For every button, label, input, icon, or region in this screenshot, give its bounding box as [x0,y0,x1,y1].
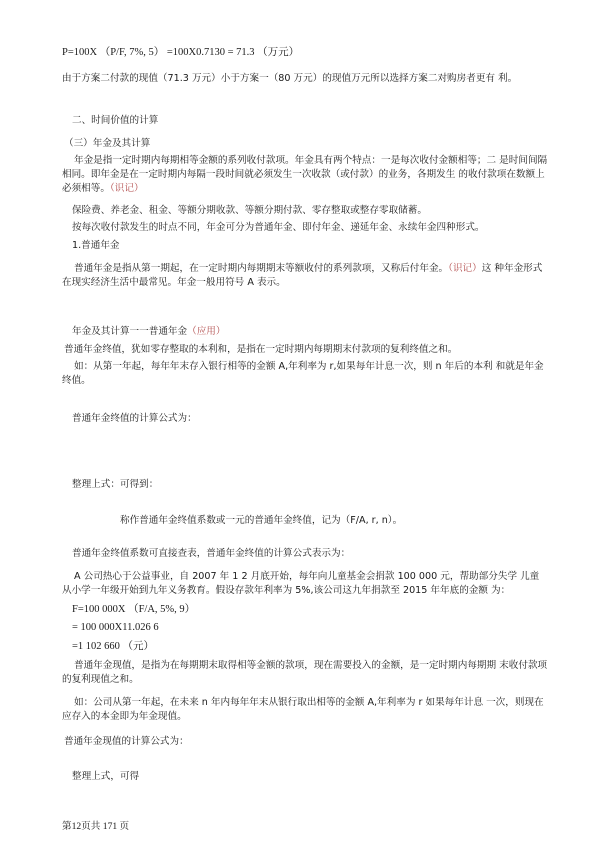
future-value-formula-label: 普通年金终值的计算公式为： [72,413,197,424]
ordinary-annuity-heading: 1.普通年金 [72,240,120,251]
ordinary-annuity-paragraph [62,262,548,290]
present-value-formula-label: 普通年金现值的计算公式为： [64,736,189,747]
rearrange-label-2: 整理上式，可得 [72,771,140,782]
future-value-example: 如：从第一年起，每年年末存入银行相等的金额 A,年利率为 r,如果每年计息一次，则 n 年后的本利 和就是年金终值。 [62,361,544,386]
formula-line-1: P=100X （P/F, 7%, 5） =100X0.7130 = 71.3 （万元） [62,47,300,58]
memorize-note: （识记） [109,183,144,194]
future-value-definition: 普通年金终值，犹如零存整取的本利和，是指在一定时期内每期期末付款项的复利终值之和。 [64,344,458,355]
annuity-types: 按每次收付款发生的时点不同，年金可分为普通年金、即付年金、递延年金、永续年金四种形式。 [72,222,485,233]
coefficient-definition: 称作普通年金终值系数或一元的普通年金终值，记为（F/A, r, n）。 [120,515,403,526]
company-example-paragraph: A 公司热心于公益事业，自 2007 年 1 2 月底开始，每年向儿童基金会捐款 100 000 元，帮助部分失学 儿童从小学一年级开始到九年义务教育。假设存款年利率为 5%,该公司这九年捐款至 2015 年年底的金额 为： [62,571,540,596]
application-note: （应用） [187,326,226,337]
ordinary-annuity-text: 普通年金是指从第一期起，在一定时期内每期期末等额收付的系列款项，又称后付年金。 [74,263,449,274]
present-value-example: 如：公司从第一年起，在未来 n 年内每年年末从银行取出相等的金额 A,年利率为 r 如果每年计息 一次，则现在应存入的本金即为年金现值。 [62,697,544,722]
annuity-definition-paragraph [62,154,548,196]
calc-line-3: =1 102 660 （元） [72,641,155,652]
page-footer: 第12页共 171 页 [62,821,130,832]
present-value-definition: 普通年金现值，是指为在每期期末取得相等金额的款项，现在需要投入的金额，是一定时期内每期期 末收付款项的复利现值之和。 [62,660,548,685]
calc-line-2: = 100 000X11.026 6 [72,622,159,633]
coefficient-lookup: 普通年金终值系数可直接查表，普通年金终值的计算公式表示为： [72,548,351,559]
section-heading-time-value: 二、时间价值的计算 [72,115,159,126]
calc-line-1: F=100 000X （F/A, 5%, 9） [72,604,196,615]
conclusion-line: 由于方案二付款的现值（71.3 万元）小于方案一（80 万元）的现值万元所以选择方案二对购房者更有 利。 [62,73,518,84]
ordinary-annuity-application-heading [72,325,226,339]
subsection-heading-annuity: （三）年金及其计算 [64,138,151,149]
annuity-examples: 保险费、养老金、租金、等额分期收款、等额分期付款、零存整取或整存零取储蓄。 [72,205,427,216]
application-heading-text: 年金及其计算一一普通年金 [72,326,188,337]
memorize-note-2: （识记） [448,263,482,274]
annuity-definition-text: 年金是指一定时期内每期相等金额的系列收付款项。年金具有两个特点：一是每次收付金额相等；二 是时间间隔相同。即年金是在一定时期内每隔一段时间就必须发生一次收款（或付款）的业务，各期发生 的收付款项在数额上必须相等。 [62,155,548,194]
rearrange-label-1: 整理上式：可得到： [72,479,159,490]
ordinary-annuity-text-2: 这 种年金形式在现实经济生活中最常见。年金一般用符号 A 表示。 [62,263,543,288]
